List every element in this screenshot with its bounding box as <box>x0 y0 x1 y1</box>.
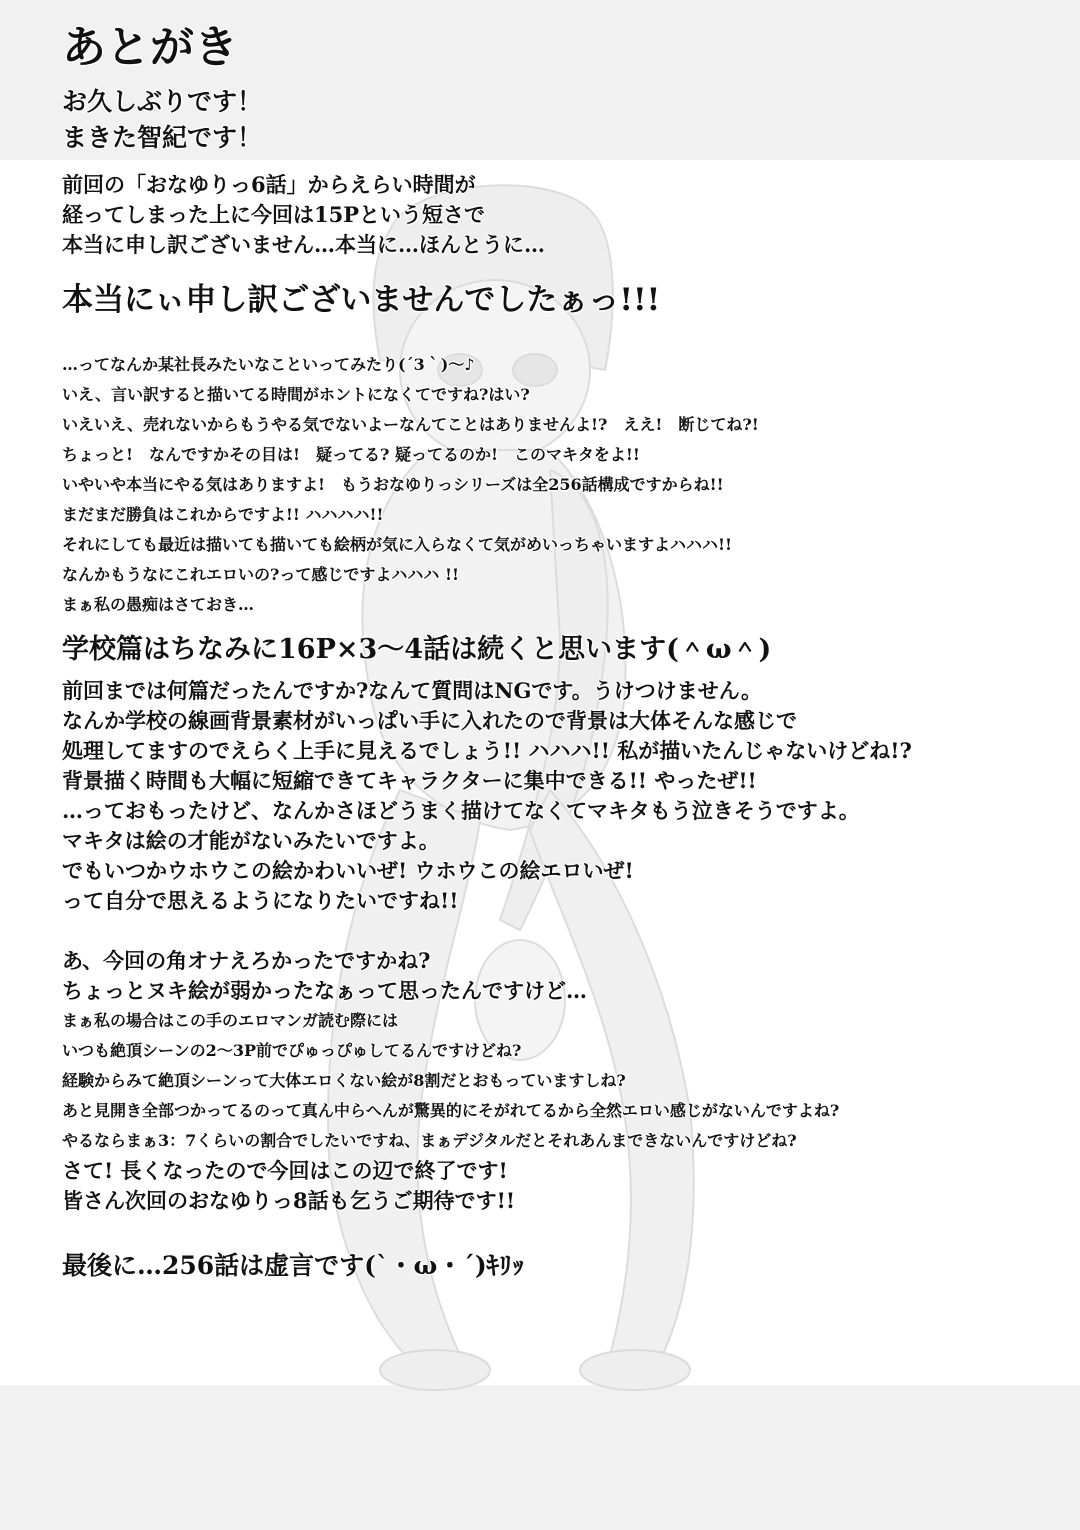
body-line: 背景描く時間も大幅に短縮できてキャラクターに集中できる!! やったぜ!! <box>62 768 757 793</box>
small-text-line: いえ、言い訳すると描いてる時間がホントになくてですね?はい? <box>62 385 530 404</box>
small-text-line: まぁ私の場合はこの手のエロマンガ読む際には <box>62 1011 399 1030</box>
small-text-line: …ってなんか某社長みたいなこといってみたり(´3｀)～♪ <box>62 355 475 374</box>
body-line: 前回までは何篇だったんですか?なんて質問はNGです。うけつけません。 <box>62 678 763 703</box>
body-line: 処理してますのでえらく上手に見えるでしょう!! ハハハ!! 私が描いたんじゃないけどね!? <box>62 738 912 763</box>
small-text-line: 経験からみて絶頂シーンって大体エロくない絵が8割だとおもっていますしね? <box>62 1071 626 1090</box>
page-title: あとがき <box>62 22 238 73</box>
body-line: でもいつかウホウこの絵かわいいぜ! ウホウこの絵エロいぜ! <box>62 858 634 883</box>
greeting-line: まきた智紀です！ <box>62 123 263 152</box>
body-line: って自分で思えるようになりたいですね!! <box>62 888 459 913</box>
small-text-line: いやいや本当にやる気はありますよ! もうおなゆりっシリーズは全256話構成ですからね!! <box>62 475 724 494</box>
afterword-page <box>62 22 1022 1286</box>
small-text-line: なんかもうなにこれエロいの?って感じですよハハハ !! <box>62 565 459 584</box>
small-text-line: それにしても最近は描いても描いても絵柄が気に入らなくて気がめいっちゃいますよハハハ!! <box>62 535 733 554</box>
closing-line: 皆さん次回のおなゆりっ8話も乞うご期待です!! <box>62 1188 516 1213</box>
body-line: …っておもったけど、なんかさほどうまく描けてなくてマキタもう泣きそうですよ。 <box>62 798 860 823</box>
body-line: あ、今回の角オナえろかったですかね? <box>62 948 431 973</box>
small-text-line: やるならまぁ3：7くらいの割合でしたいですね、まぁデジタルだとそれあんまできないんですけどね? <box>62 1131 797 1150</box>
body-line: マキタは絵の才能がないみたいですよ。 <box>62 828 440 853</box>
small-text-line: まぁ私の愚痴はさておき… <box>62 595 255 614</box>
intro-line: 本当に申し訳ございません…本当に…ほんとうに… <box>62 232 545 257</box>
body-line: ちょっとヌキ絵が弱かったなぁって思ったんですけど… <box>62 978 587 1003</box>
intro-line: 経ってしまった上に今回は15Pという短さで <box>62 202 486 227</box>
final-line: 最後に…256話は虚言です(`・ω・´)ｷﾘｯ <box>62 1251 525 1280</box>
intro-line: 前回の「おなゆりっ6話」からえらい時間が <box>62 172 476 197</box>
school-headline: 学校篇はちなみに16P×3～4話は続くと思います(＾ω＾) <box>62 634 772 665</box>
closing-line: さて! 長くなったので今回はこの辺で終了です! <box>62 1158 508 1183</box>
small-text-line: いつも絶頂シーンの2～3P前でぴゅっぴゅしてるんですけどね? <box>62 1041 522 1060</box>
small-text-line: いえいえ、売れないからもうやる気でないよーなんてことはありませんよ!? ええ! 断じてね?! <box>62 415 759 434</box>
body-line: なんか学校の線画背景素材がいっぱい手に入れたので背景は大体そんな感じで <box>62 708 797 733</box>
small-text-line: ちょっと! なんですかその目は! 疑ってる? 疑ってるのか! このマキタをよ!! <box>62 445 640 464</box>
apology-headline: 本当にぃ申し訳ございませんでしたぁっ!!! <box>62 282 661 318</box>
greeting-line: お久しぶりです！ <box>62 87 263 116</box>
small-text-line: まだまだ勝負はこれからですよ!! ハハハハ!! <box>62 505 384 524</box>
small-text-line: あと見開き全部つかってるのって真ん中らへんが驚異的にそがれてるから全然エロい感じがないんですよね? <box>62 1101 840 1120</box>
